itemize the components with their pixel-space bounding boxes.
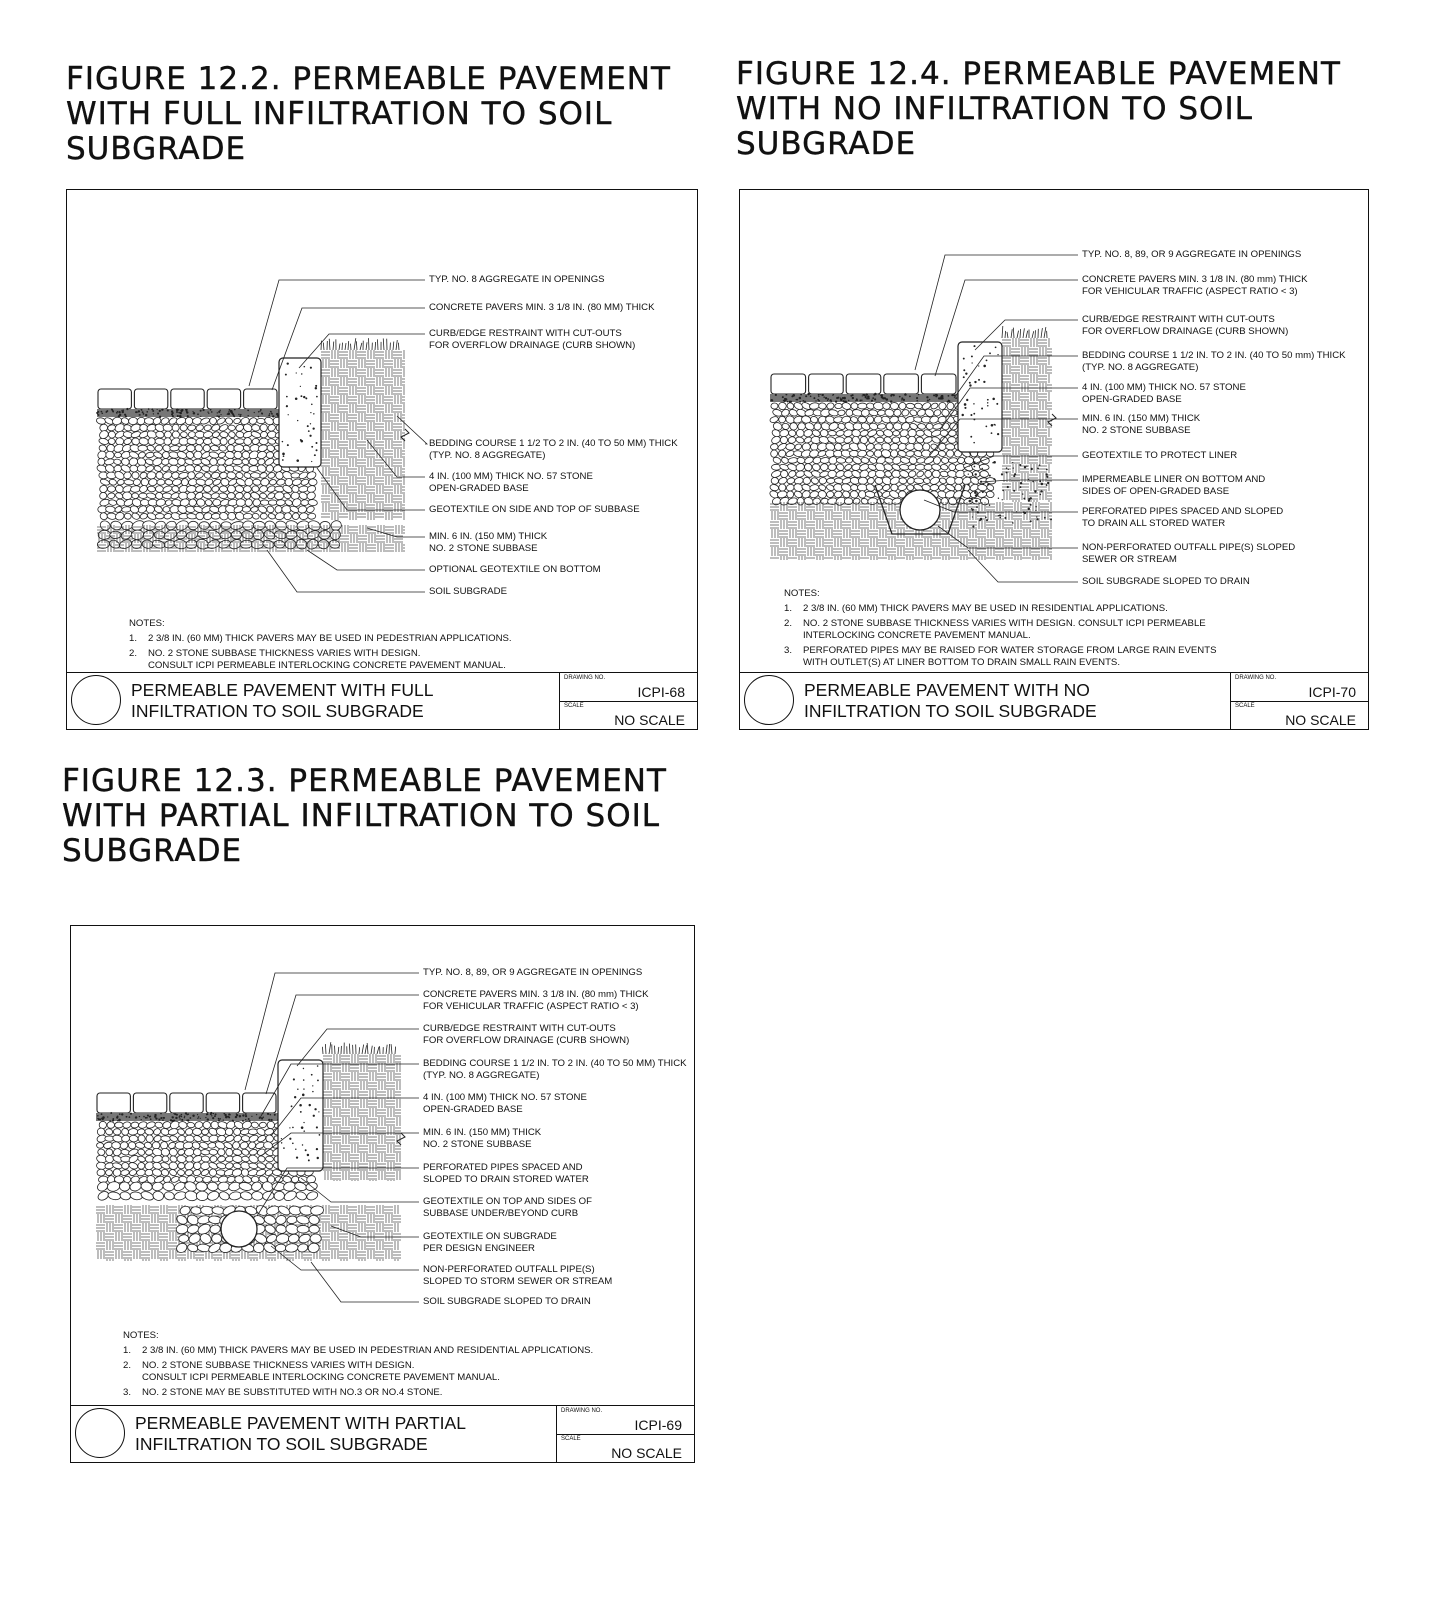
detail-circle-icon (71, 675, 121, 725)
pavement-cross-section (96, 1042, 405, 1261)
callout-line: CURB/EDGE RESTRAINT WITH CUT-OUTS (429, 328, 622, 339)
notes-heading: NOTES: (784, 588, 820, 599)
drawing-title-line: INFILTRATION TO SOIL SUBGRADE (135, 1434, 428, 1454)
notes-block (784, 588, 1217, 669)
callout-line: (TYP. NO. 8 AGGREGATE) (1082, 362, 1199, 373)
notes-block (123, 1330, 593, 1399)
callout-label (1082, 542, 1295, 566)
drawing-title (804, 680, 1097, 722)
title-line: SUBGRADE (62, 833, 243, 869)
drawing-title (135, 1413, 466, 1455)
note-item: 2. NO. 2 STONE SUBBASE THICKNESS VARIES WITH DESIGN. CONSULT ICPI PERMEABLE INTERLOCKING CONCRETE PAVEMENT MANUAL. (784, 618, 1217, 642)
note-item: 1. 2 3/8 IN. (60 MM) THICK PAVERS MAY BE USED IN PEDESTRIAN AND RESIDENTIAL APPLICATIONS. (123, 1345, 594, 1356)
notes-heading: NOTES: (123, 1330, 159, 1341)
drawing-sheet-icpi-70 (739, 189, 1369, 730)
callout-line: NO. 2 STONE SUBBASE (423, 1139, 532, 1150)
callout-label (423, 1231, 557, 1255)
callout-line: SOIL SUBGRADE SLOPED TO DRAIN (1082, 576, 1250, 587)
callout-line: SLOPED TO DRAIN STORED WATER (423, 1174, 589, 1185)
callout-line: 4 IN. (100 MM) THICK NO. 57 STONE (423, 1092, 587, 1103)
callout-line: SUBBASE UNDER/BEYOND CURB (423, 1208, 579, 1219)
callout-label (423, 1162, 589, 1186)
detail-circle-icon (744, 675, 794, 725)
callout-line: GEOTEXTILE ON TOP AND SIDES OF (423, 1196, 593, 1207)
callout-label (423, 1196, 592, 1220)
drawing-sheet-icpi-69 (70, 925, 695, 1463)
callout-label (429, 302, 655, 314)
note-line: 2 3/8 IN. (60 MM) THICK PAVERS MAY BE USED IN PEDESTRIAN AND RESIDENTIAL APPLICATIONS. (142, 1345, 594, 1356)
drawing-number-cell (1231, 673, 1368, 702)
drawing-number-label: DRAWING NO. (1235, 675, 1277, 681)
title-block-info (1230, 673, 1368, 729)
leader-line (267, 550, 425, 592)
note-line: 2 3/8 IN. (60 MM) THICK PAVERS MAY BE USED IN RESIDENTIAL APPLICATIONS. (803, 603, 1168, 614)
callout-line: 4 IN. (100 MM) THICK NO. 57 STONE (429, 471, 593, 482)
callout-label (423, 1296, 591, 1308)
scale-value: NO SCALE (614, 712, 685, 728)
leader-line (935, 280, 1078, 376)
figure-title-12-3 (62, 764, 667, 869)
callout-line: FOR OVERFLOW DRAINAGE (CURB SHOWN) (1082, 326, 1289, 337)
callout-label (1082, 506, 1283, 530)
callout-label (423, 989, 649, 1013)
callout-label (1082, 413, 1200, 437)
callout-label (429, 274, 605, 286)
callout-line: IMPERMEABLE LINER ON BOTTOM AND (1082, 474, 1266, 485)
drawing-title-line: PERMEABLE PAVEMENT WITH NO (804, 680, 1090, 700)
scale-cell (560, 701, 697, 729)
title-line: WITH FULL INFILTRATION TO SOIL (66, 96, 613, 132)
callout-line: (TYP. NO. 8 AGGREGATE) (423, 1070, 540, 1081)
leader-line (367, 440, 425, 477)
callout-label (1082, 350, 1346, 374)
leader-line (317, 468, 425, 510)
note-line: CONSULT ICPI PERMEABLE INTERLOCKING CONCRETE PAVEMENT MANUAL. (148, 660, 506, 671)
callout-line: FOR VEHICULAR TRAFFIC (ASPECT RATIO < 3) (1082, 286, 1298, 297)
leader-line (311, 1262, 419, 1302)
callout-line: NON-PERFORATED OUTFALL PIPE(S) (423, 1264, 595, 1275)
callout-line: SLOPED TO STORM SEWER OR STREAM (423, 1276, 613, 1287)
callout-line: OPEN-GRADED BASE (423, 1104, 523, 1115)
callout-line: SOIL SUBGRADE SLOPED TO DRAIN (423, 1296, 591, 1307)
callout-label (423, 1264, 612, 1288)
note-item: 2. NO. 2 STONE SUBBASE THICKNESS VARIES WITH DESIGN. CONSULT ICPI PERMEABLE INTERLOCKING CONCRETE PAVEMENT MANUAL. (123, 1360, 593, 1384)
scale-cell (557, 1434, 694, 1462)
drawing-number-cell (557, 1406, 694, 1435)
callout-label (429, 471, 593, 495)
title-line: FIGURE 12.4. PERMEABLE PAVEMENT (736, 56, 1341, 92)
callout-line: SEWER OR STREAM (1082, 554, 1177, 565)
callout-line: PERFORATED PIPES SPACED AND (423, 1162, 583, 1173)
figure-title-12-4 (736, 57, 1341, 162)
callout-line: CURB/EDGE RESTRAINT WITH CUT-OUTS (1082, 314, 1275, 325)
note-line: NO. 2 STONE MAY BE SUBSTITUTED WITH NO.3 OR NO.4 STONE. (142, 1387, 443, 1398)
note-line: INTERLOCKING CONCRETE PAVEMENT MANUAL. (803, 630, 1031, 641)
callout-line: SIDES OF OPEN-GRADED BASE (1082, 486, 1230, 497)
callout-line: PERFORATED PIPES SPACED AND SLOPED (1082, 506, 1284, 517)
note-line: NO. 2 STONE SUBBASE THICKNESS VARIES WITH DESIGN. (142, 1360, 415, 1371)
leader-line (301, 1178, 419, 1202)
note-line: PERFORATED PIPES MAY BE RAISED FOR WATER STORAGE FROM LARGE RAIN EVENTS (803, 645, 1217, 656)
callout-line: SOIL SUBGRADE (429, 586, 508, 597)
callout-label (423, 1023, 629, 1047)
drawing-title (131, 680, 433, 722)
note-line: 2 3/8 IN. (60 MM) THICK PAVERS MAY BE USED IN PEDESTRIAN APPLICATIONS. (148, 633, 512, 644)
title-block (71, 1405, 694, 1462)
drawing-number: ICPI-70 (1308, 684, 1356, 700)
drawing-title-line: INFILTRATION TO SOIL SUBGRADE (804, 701, 1097, 721)
callout-label (1082, 474, 1265, 498)
drawing-sheet-icpi-68 (66, 189, 698, 730)
callout-line: PER DESIGN ENGINEER (423, 1243, 535, 1254)
title-line: FIGURE 12.3. PERMEABLE PAVEMENT (62, 763, 667, 799)
figure-title-12-2 (66, 62, 671, 167)
notes-heading: NOTES: (129, 618, 165, 629)
title-block (67, 672, 697, 729)
callout-line: GEOTEXTILE ON SIDE AND TOP OF SUBBASE (429, 504, 640, 515)
note-item: 3. NO. 2 STONE MAY BE SUBSTITUTED WITH NO.3 OR NO.4 STONE. (123, 1387, 593, 1399)
callout-line: FOR OVERFLOW DRAINAGE (CURB SHOWN) (429, 340, 636, 351)
note-line: NO. 2 STONE SUBBASE THICKNESS VARIES WITH DESIGN. (148, 648, 421, 659)
callout-label (1082, 249, 1301, 261)
callout-label (429, 531, 547, 555)
callout-label (423, 1092, 587, 1116)
note-item: 2. NO. 2 STONE SUBBASE THICKNESS VARIES WITH DESIGN. CONSULT ICPI PERMEABLE INTERLOCKING CONCRETE PAVEMENT MANUAL. (129, 648, 512, 672)
pavement-cross-section (96, 338, 409, 552)
callout-line: GEOTEXTILE TO PROTECT LINER (1082, 450, 1238, 461)
callout-line: OPEN-GRADED BASE (1082, 394, 1182, 405)
title-line: WITH NO INFILTRATION TO SOIL (736, 91, 1253, 127)
drawing-title-line: INFILTRATION TO SOIL SUBGRADE (131, 701, 424, 721)
callout-line: NO. 2 STONE SUBBASE (429, 543, 538, 554)
title-line: FIGURE 12.2. PERMEABLE PAVEMENT (66, 61, 671, 97)
callout-label (1082, 576, 1250, 588)
note-item: 1. 2 3/8 IN. (60 MM) THICK PAVERS MAY BE USED IN RESIDENTIAL APPLICATIONS. (784, 603, 1217, 615)
note-item: 1. 2 3/8 IN. (60 MM) THICK PAVERS MAY BE USED IN PEDESTRIAN APPLICATIONS. (129, 633, 512, 644)
callout-line: FOR OVERFLOW DRAINAGE (CURB SHOWN) (423, 1035, 630, 1046)
callout-line: TO DRAIN ALL STORED WATER (1082, 518, 1226, 529)
callout-line: 4 IN. (100 MM) THICK NO. 57 STONE (1082, 382, 1246, 393)
detail-circle-icon (75, 1408, 125, 1458)
callout-label (1082, 274, 1308, 298)
title-line: SUBGRADE (66, 131, 247, 167)
callout-line: TYP. NO. 8, 89, OR 9 AGGREGATE IN OPENINGS (423, 967, 643, 978)
note-line: WITH OUTLET(S) AT LINER BOTTOM TO DRAIN SMALL RAIN EVENTS. (803, 657, 1120, 668)
callout-line: BEDDING COURSE 1 1/2 IN. TO 2 IN. (40 TO 50 MM) THICK (423, 1058, 687, 1069)
callout-line: OPEN-GRADED BASE (429, 483, 529, 494)
callout-line: MIN. 6 IN. (150 MM) THICK (423, 1127, 542, 1138)
callout-label (429, 438, 678, 462)
drawing-title-line: PERMEABLE PAVEMENT WITH FULL (131, 680, 434, 700)
callout-line: MIN. 6 IN. (150 MM) THICK (429, 531, 548, 542)
callout-label (429, 504, 640, 516)
callout-line: BEDDING COURSE 1 1/2 TO 2 IN. (40 TO 50 MM) THICK (429, 438, 678, 449)
notes-block (129, 618, 512, 672)
callout-line: CONCRETE PAVERS MIN. 3 1/8 IN. (80 mm) THICK (1082, 274, 1308, 285)
scale-value: NO SCALE (611, 1445, 682, 1461)
callout-line: NON-PERFORATED OUTFALL PIPE(S) SLOPED (1082, 542, 1296, 553)
callout-line: CONCRETE PAVERS MIN. 3 1/8 IN. (80 MM) THICK (429, 302, 655, 313)
callout-line: CURB/EDGE RESTRAINT WITH CUT-OUTS (423, 1023, 616, 1034)
drawing-number-cell (560, 673, 697, 702)
callout-label (1082, 450, 1237, 462)
callout-line: NO. 2 STONE SUBBASE (1082, 425, 1191, 436)
scale-label: SCALE (1235, 703, 1255, 709)
callout-line: OPTIONAL GEOTEXTILE ON BOTTOM (429, 564, 601, 575)
callout-line: TYP. NO. 8, 89, OR 9 AGGREGATE IN OPENINGS (1082, 249, 1302, 260)
drawing-number-label: DRAWING NO. (561, 1408, 603, 1414)
note-line: NO. 2 STONE SUBBASE THICKNESS VARIES WITH DESIGN. CONSULT ICPI PERMEABLE (803, 618, 1206, 629)
callout-line: GEOTEXTILE ON SUBGRADE (423, 1231, 557, 1242)
callout-label (423, 1127, 541, 1151)
callout-label (423, 1058, 687, 1082)
callout-label (1082, 314, 1288, 338)
drawing-number: ICPI-68 (637, 684, 685, 700)
callout-label (429, 564, 601, 576)
pavement-cross-section (769, 326, 1056, 560)
callout-line: BEDDING COURSE 1 1/2 IN. TO 2 IN. (40 TO 50 mm) THICK (1082, 350, 1346, 361)
callout-line: MIN. 6 IN. (150 MM) THICK (1082, 413, 1201, 424)
callout-label (429, 328, 635, 352)
title-block (740, 672, 1368, 729)
leader-line (245, 973, 419, 1090)
drawing-title-line: PERMEABLE PAVEMENT WITH PARTIAL (135, 1413, 466, 1433)
callout-line: FOR VEHICULAR TRAFFIC (ASPECT RATIO < 3) (423, 1001, 639, 1012)
title-line: SUBGRADE (736, 126, 917, 162)
scale-label: SCALE (564, 703, 584, 709)
note-line: CONSULT ICPI PERMEABLE INTERLOCKING CONCRETE PAVEMENT MANUAL. (142, 1372, 500, 1383)
title-block-info (559, 673, 697, 729)
title-line: WITH PARTIAL INFILTRATION TO SOIL (62, 798, 661, 834)
drawing-number: ICPI-69 (634, 1417, 682, 1433)
callout-label (429, 586, 507, 598)
callout-label (423, 967, 642, 979)
drawing-number-label: DRAWING NO. (564, 675, 606, 681)
title-block-info (556, 1406, 694, 1462)
callout-label (1082, 382, 1246, 406)
callout-line: TYP. NO. 8 AGGREGATE IN OPENINGS (429, 274, 605, 285)
note-item: 3. PERFORATED PIPES MAY BE RAISED FOR WATER STORAGE FROM LARGE RAIN EVENTS WITH OUTLET(S) AT LINER BOTTOM TO DRAIN SMALL RAIN EVENTS. (784, 645, 1217, 668)
scale-cell (1231, 701, 1368, 729)
scale-value: NO SCALE (1285, 712, 1356, 728)
leader-line (307, 550, 425, 570)
scale-label: SCALE (561, 1436, 581, 1442)
callout-line: (TYP. NO. 8 AGGREGATE) (429, 450, 546, 461)
callout-line: CONCRETE PAVERS MIN. 3 1/8 IN. (80 mm) THICK (423, 989, 649, 1000)
